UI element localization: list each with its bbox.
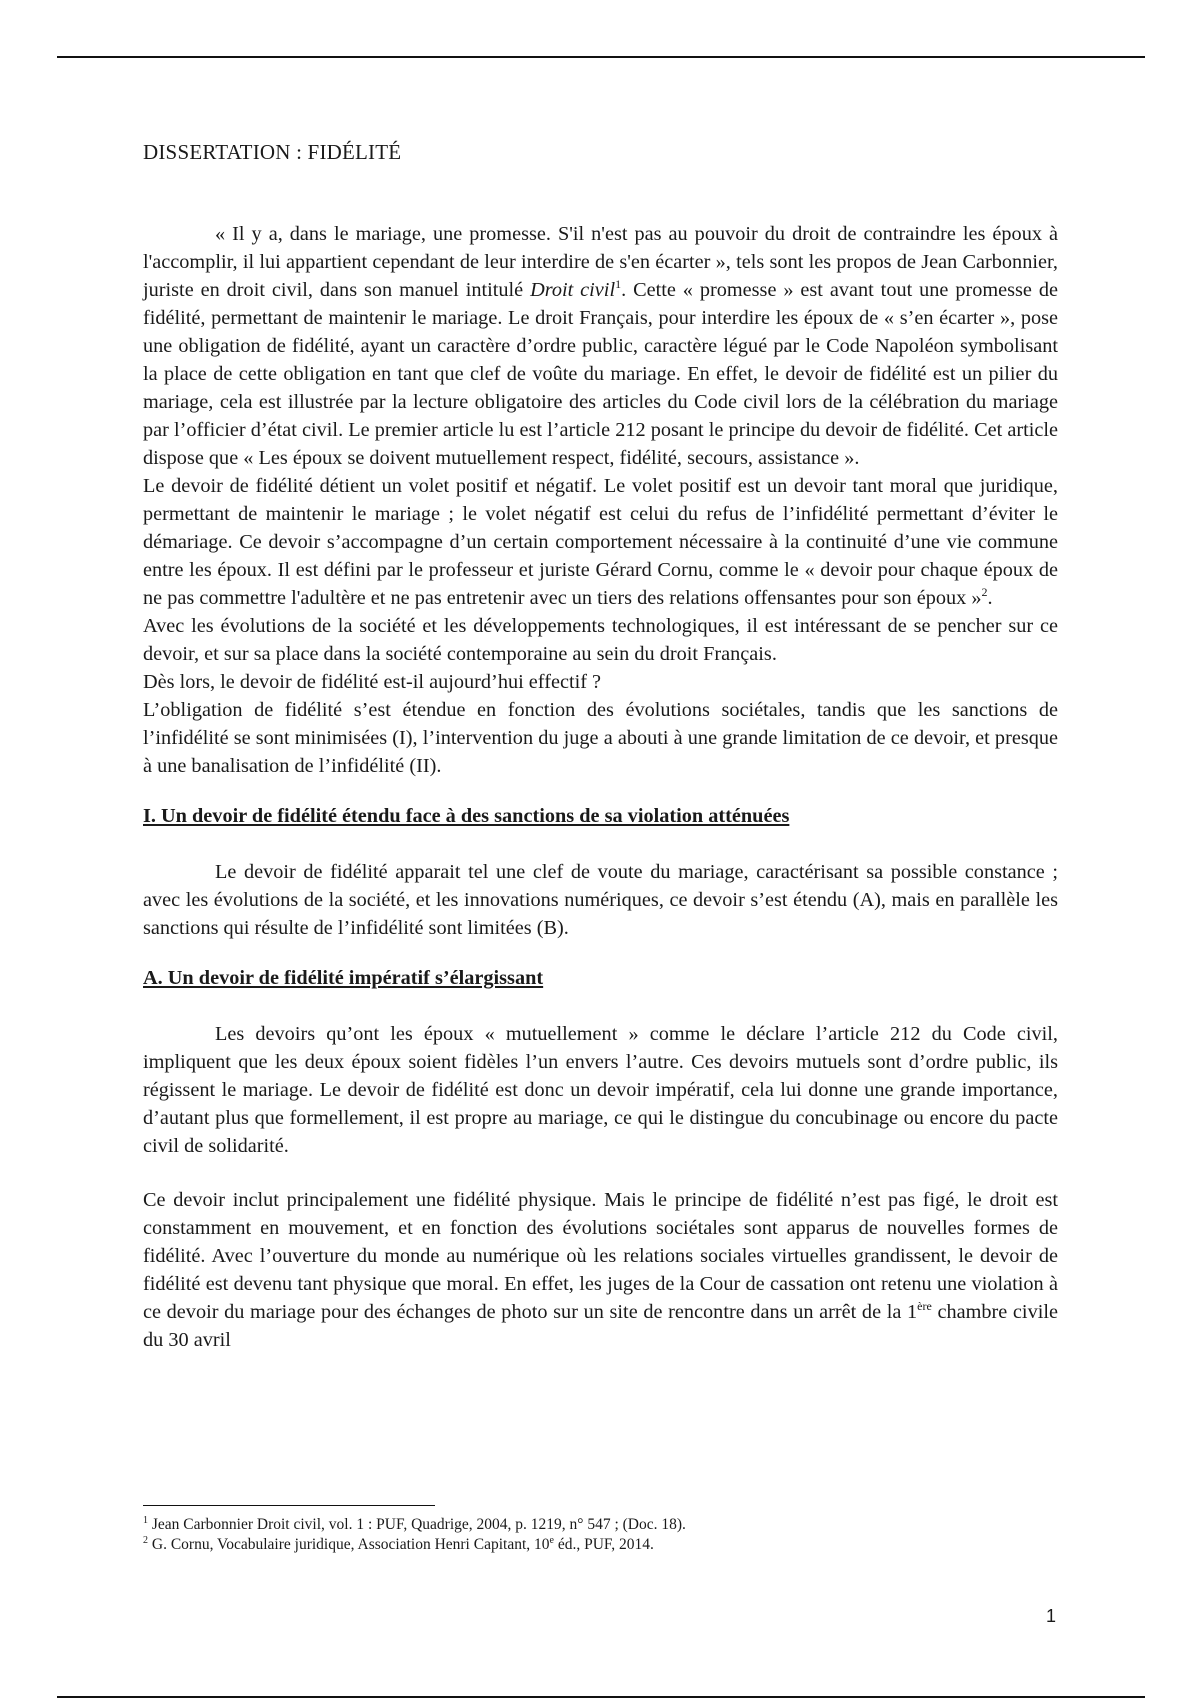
document-title: DISSERTATION : FIDÉLITÉ	[143, 140, 402, 164]
top-rule	[57, 56, 1145, 58]
intro-paragraph-1: « Il y a, dans le mariage, une promesse. S'il n'est pas au pouvoir du droit de contraindre les époux à l'accomplir, il lui appartient cependant de leur interdire de s'en écarter », tels sont les propos de Jean Carbonnier, juriste en droit civil, dans son manuel intitulé Droit civil$^1$. Cette « promesse » est avant tout une promesse de fidélité, permettant de maintenir le mariage. Le droit Français, pour interdire les époux de « s’en écarter », pose une obligation de fidélité, ayant un caractère d’ordre public, caractère légué par le Code Napoléon symbolisant la place de cette obligation en tant que clef de voûte du mariage. En effet, le devoir de fidélité est un pilier du mariage, cela est illustrée par la lecture obligatoire des articles du Code civil lors de la célébration du mariage par l’officier d’état civil. Le premier article lu est l’article 212 posant le principe du devoir de fidélité. Cet article dispose que « Les époux se doivent mutuellement respect, fidélité, secours, assistance ».	[143, 223, 1058, 469]
problematic: Dès lors, le devoir de fidélité est-il aujourd’hui effectif ?	[143, 671, 602, 693]
section-1-chapeau: Le devoir de fidélité apparait tel une clef de voute du mariage, caractérisant sa possible constance ; avec les évolutions de la société, et les innovations numériques, ce devoir s’est étendu (A), mais en parallèle les sanctions qui résulte de l’infidélité sont limitées (B).	[143, 861, 1058, 939]
footnote-ref-2: 2	[981, 585, 988, 600]
footnote-ref-1: 1	[615, 277, 622, 292]
footnotes	[143, 1515, 1058, 1555]
section-1-heading: I. Un devoir de fidélité étendu face à des sanctions de sa violation atténuées	[143, 805, 790, 827]
section-a-heading: A. Un devoir de fidélité impératif s’élargissant	[143, 967, 544, 989]
announcement: L’obligation de fidélité s’est étendue en fonction des évolutions sociétales, tandis que les sanctions de l’infidélité se sont minimisées (I), l’intervention du juge a abouti à une grande limitation de ce devoir, et presque à une banalisation de l’infidélité (II).	[143, 699, 1058, 777]
footnote-1: $^1$ Jean Carbonnier Droit civil, vol. 1 : PUF, Quadrige, 2004, p. 1219, n° 547 ; (Doc. 18).	[143, 1514, 686, 1533]
book-title: Droit civil	[530, 279, 616, 301]
bottom-rule	[57, 1696, 1145, 1698]
document-body	[143, 140, 1058, 1354]
section-a-paragraph-1: Les devoirs qu’ont les époux « mutuellement » comme le déclare l’article 212 du Code civil, impliquent que les deux époux soient fidèles l’un envers l’autre. Ces devoirs mutuels sont d’ordre public, ils régissent le mariage. Le devoir de fidélité est donc un devoir impératif, cela lui donne une grande importance, d’autant plus que formellement, il est propre au mariage, ce qui le distingue du concubinage ou encore du pacte civil de solidarité.	[143, 1023, 1058, 1157]
intro-paragraph-2: Le devoir de fidélité détient un volet positif et négatif. Le volet positif est un devoir tant moral que juridique, permettant de maintenir le mariage ; le volet négatif est celui du refus de l’infidélité permettant d’éviter le démariage. Ce devoir s’accompagne d’un certain comportement nécessaire à la continuité d’une vie commune entre les époux. Il est défini par le professeur et juriste Gérard Cornu, comme le « devoir pour chaque époux de ne pas commettre l'adultère et ne pas entretenir avec un tiers des relations offensantes pour son époux »$^2$.	[143, 475, 1058, 609]
page-number: 1	[1045, 1606, 1056, 1626]
section-a-paragraph-2: Ce devoir inclut principalement une fidélité physique. Mais le principe de fidélité n’est pas figé, le droit est constamment en mouvement, et en fonction des évolutions sociétales sont apparus de nouvelles formes de fidélité. Avec l’ouverture du monde au numérique où les relations sociales virtuelles grandissent, le devoir de fidélité est devenu tant physique que moral. En effet, les juges de la Cour de cassation ont retenu une violation à ce devoir du mariage pour des échanges de photo sur un site de rencontre dans un arrêt de la 1ère chambre civile du 30 avril	[143, 1189, 1058, 1351]
intro-paragraph-3: Avec les évolutions de la société et les développements technologiques, il est intéressant de se pencher sur ce devoir, et sur sa place dans la société contemporaine au sein du droit Français.	[143, 615, 1058, 665]
footnote-separator	[143, 1505, 435, 1506]
footnote-2: $^2$ G. Cornu, Vocabulaire juridique, Association Henri Capitant, 10e éd., PUF, 2014.	[143, 1534, 654, 1553]
